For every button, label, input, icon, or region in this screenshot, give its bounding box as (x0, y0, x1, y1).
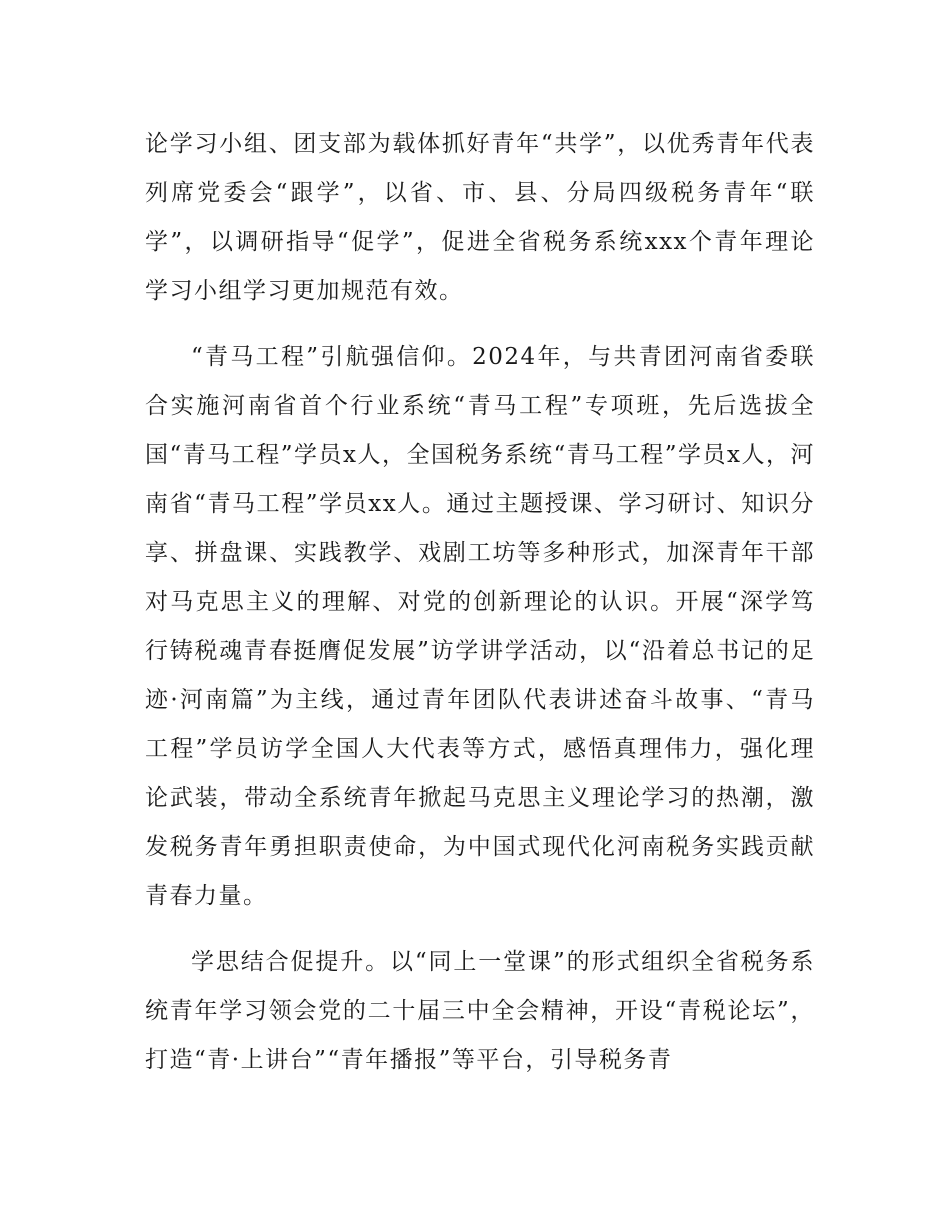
paragraph-study-reflection: 学思结合促提升。以“同上一堂课”的形式组织全省税务系统青年学习领会党的二十届三中全会精神，开设“青税论坛”，打造“青·上讲台”“青年播报”等平台，引导税务青 (145, 949, 815, 1073)
paragraph-qingma-project: “青马工程”引航强信仰。2024年，与共青团河南省委联合实施河南省首个行业系统“青马工程”专项班，先后选拔全国“青马工程”学员x人，全国税务系统“青马工程”学员x人，河南省“青马工程”学员xx人。通过主题授课、学习研讨、知识分享、拼盘课、实践教学、戏剧工坊等多种形式，加深青年干部对马克思主义的理解、对党的创新理论的认识。开展“深学笃行铸税魂青春挺膺促发展”访学讲学活动，以“沿着总书记的足迹·河南篇”为主线，通过青年团队代表讲述奋斗故事、“青马工程”学员访学全国人大代表等方式，感悟真理伟力，强化理论武装，带动全系统青年掀起马克思主义理论学习的热潮，激发税务青年勇担职责使命，为中国式现代化河南税务实践贡献青春力量。 (145, 344, 815, 909)
paragraph-youth-study-groups: 论学习小组、团支部为载体抓好青年“共学”，以优秀青年代表列席党委会“跟学”，以省、市、县、分局四级税务青年“联学”，以调研指导“促学”，促进全省税务系统xxx个青年理论学习小组学习更加规范有效。 (145, 131, 815, 304)
